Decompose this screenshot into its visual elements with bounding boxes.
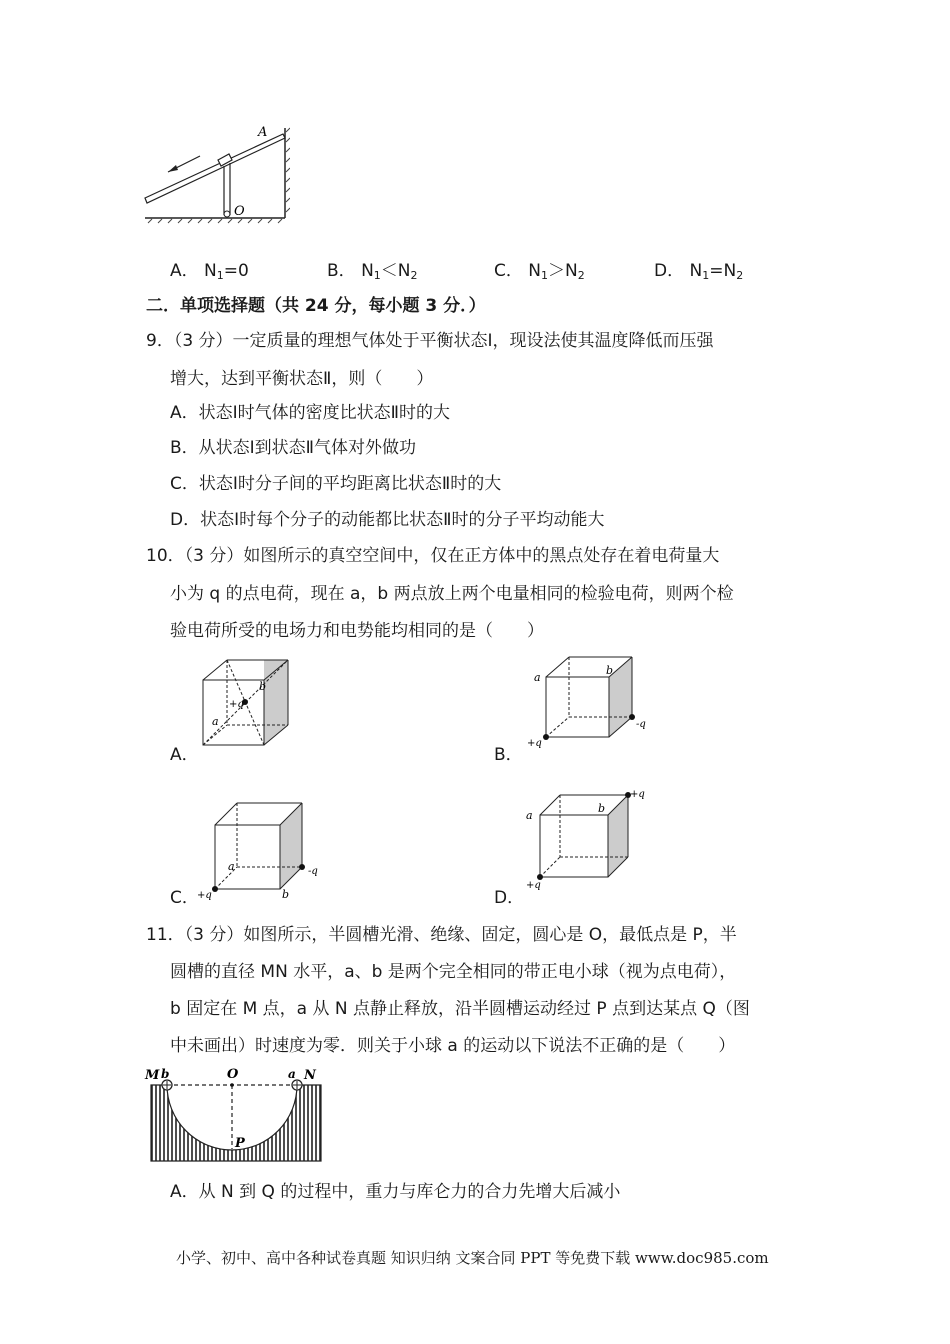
- q9-line2: 增大，达到平衡状态Ⅱ，则（ ）: [170, 369, 434, 389]
- q11-line2: 圆槽的直径 MN 水平，a、b 是两个完全相同的带正电小球（视为点电荷），: [170, 962, 737, 982]
- plus-q-label: +q: [229, 699, 244, 710]
- label-a: a: [526, 809, 533, 822]
- q10-option-d[interactable]: D．: [494, 888, 525, 908]
- option-d[interactable]: D． $N_1=N_2$: [654, 261, 744, 282]
- label-b: b: [161, 1067, 170, 1081]
- label-a: a: [534, 671, 541, 684]
- q10-option-c[interactable]: C．: [170, 888, 199, 908]
- label-a: a: [288, 1067, 296, 1081]
- q10-line2: 小为 q 的点电荷，现在 a，b 两点放上两个电量相同的检验电荷，则两个检: [170, 584, 734, 604]
- option-a[interactable]: A． $N_1=0$: [170, 261, 249, 282]
- label-p: P: [235, 1136, 245, 1151]
- plus-q-label: +q: [197, 890, 212, 900]
- section-heading: 二．单项选择题（共 24 分，每小题 3 分．）: [146, 296, 486, 316]
- q10-line3: 验电荷所受的电场力和电势能均相同的是（ ）: [170, 621, 544, 641]
- q9-option-b[interactable]: B．从状态Ⅰ到状态Ⅱ气体对外做功: [170, 438, 417, 458]
- q10-option-b[interactable]: B．: [494, 745, 523, 765]
- label-n: N: [304, 1068, 316, 1083]
- cube-figure-c: [195, 795, 330, 900]
- label-a: a: [212, 715, 219, 728]
- plus-q-label: +q: [527, 738, 542, 749]
- q9-option-a[interactable]: A．状态Ⅰ时气体的密度比状态Ⅱ时的大: [170, 403, 451, 423]
- plus-q-label: +q: [526, 880, 541, 891]
- label-b: b: [598, 802, 606, 815]
- incline-figure: [140, 120, 290, 225]
- label-o: O: [227, 1067, 239, 1082]
- q9-line1: 9．（3 分）一定质量的理想气体处于平衡状态Ⅰ，现设法使其温度降低而压强: [146, 331, 714, 351]
- cube-figure-d: [520, 785, 660, 895]
- minus-q-label: -q: [636, 719, 646, 730]
- label-b: b: [259, 680, 267, 693]
- q9-option-c[interactable]: C．状态Ⅰ时分子间的平均距离比状态Ⅱ时的大: [170, 474, 502, 494]
- footer-text: 小学、初中、高中各种试卷真题 知识归纳 文案合同 PPT 等免费下载 www.doc985.com: [176, 1249, 769, 1267]
- semicircle-groove-figure: [143, 1065, 328, 1165]
- cube-figure-a: [195, 655, 300, 750]
- label-b: b: [606, 664, 614, 677]
- option-c[interactable]: C． $N_1>N_2$: [494, 261, 585, 282]
- q9-option-d[interactable]: D．状态Ⅰ时每个分子的动能都比状态Ⅱ时的分子平均动能大: [170, 510, 605, 530]
- plus-q-label-2: +q: [630, 789, 645, 800]
- q11-line3: b 固定在 M 点，a 从 N 点静止释放，沿半圆槽运动经过 P 点到达某点 Q（图: [170, 999, 750, 1019]
- label-b: b: [282, 888, 290, 900]
- label-o: O: [234, 204, 245, 219]
- label-m: M: [145, 1068, 160, 1083]
- label-a: a: [228, 860, 235, 873]
- q11-line1: 11．（3 分）如图所示，半圆槽光滑、绝缘、固定，圆心是 O，最低点是 P，半: [146, 925, 737, 945]
- minus-q-label: -q: [308, 866, 318, 877]
- q11-line4: 中未画出）时速度为零．则关于小球 a 的运动以下说法不正确的是（ ）: [170, 1036, 736, 1056]
- q10-line1: 10．（3 分）如图所示的真空空间中，仅在正方体中的黑点处存在着电荷量大: [146, 546, 720, 566]
- cube-figure-b: [522, 650, 662, 750]
- q10-option-a[interactable]: A．: [170, 745, 199, 765]
- label-a: A: [258, 125, 268, 140]
- q11-option-a[interactable]: A．从 N 到 Q 的过程中，重力与库仑力的合力先增大后减小: [170, 1182, 621, 1202]
- option-b[interactable]: B． $N_1<N_2$: [327, 261, 418, 282]
